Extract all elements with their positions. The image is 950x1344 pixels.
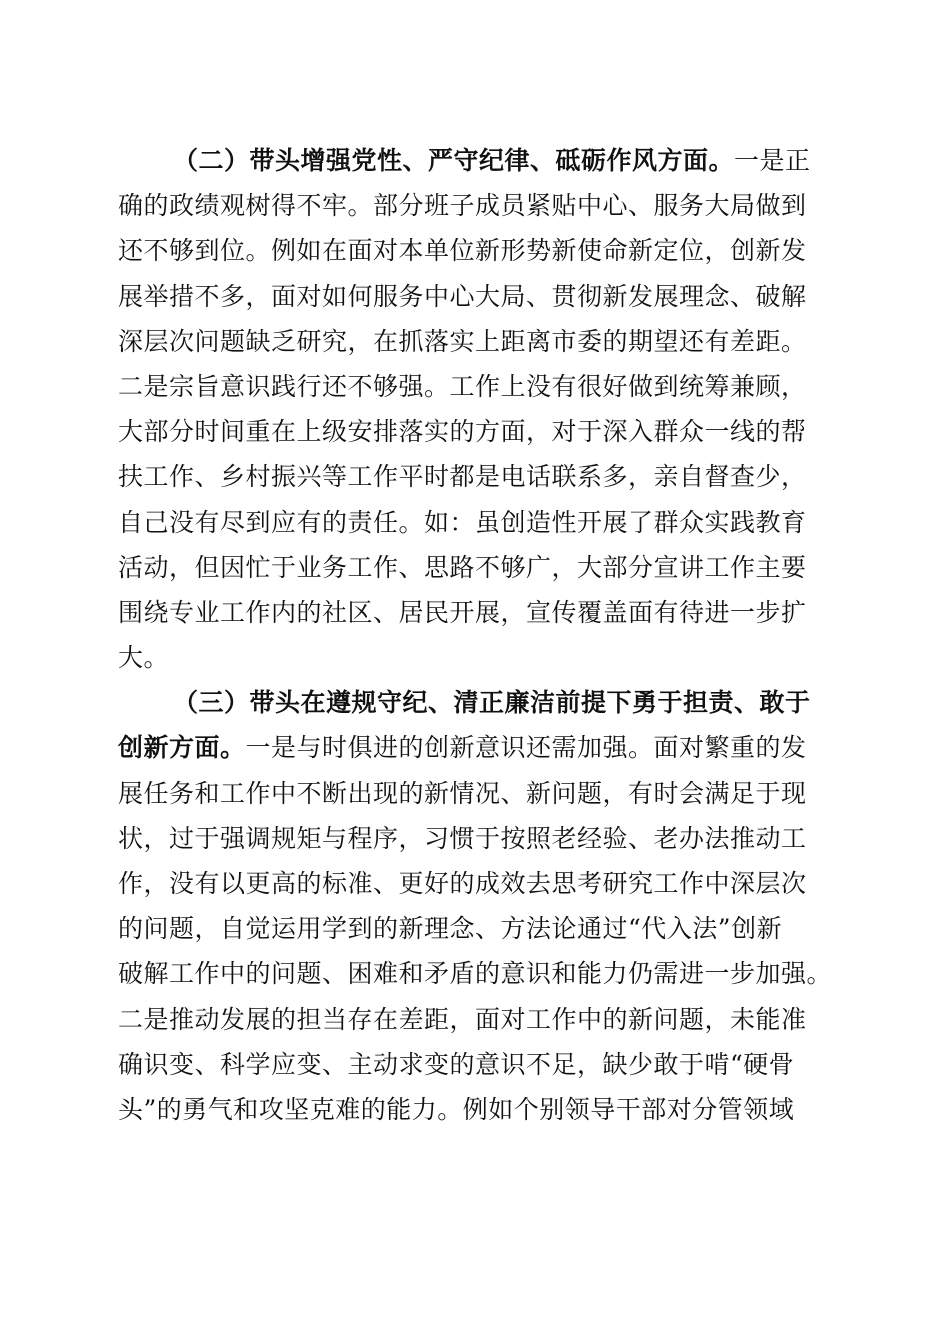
paragraph-line: 自己没有尽到应有的责任。如：虽创造性开展了群众实践教育 bbox=[118, 507, 807, 537]
paragraph-line: 确识变、科学应变、主动求变的意识不足，缺少敢于啃“硬骨 bbox=[118, 1049, 795, 1079]
paragraph-line bbox=[118, 138, 838, 183]
paragraph-line: 还不够到位。例如在面对本单位新形势新使命新定位，创新发 bbox=[118, 236, 807, 266]
paragraph-line: 的问题，自觉运用学到的新理念、方法论通过“代入法”创新 bbox=[118, 914, 783, 944]
document-body bbox=[118, 138, 838, 1132]
paragraph-line: 确的政绩观树得不牢。部分班子成员紧贴中心、服务大局做到 bbox=[118, 191, 807, 221]
paragraph-line: 活动，但因忙于业务工作、思路不够广，大部分宣讲工作主要 bbox=[118, 552, 807, 582]
paragraph-text: 一是与时俱进的创新意识还需加强。面对繁重的发 bbox=[245, 733, 807, 763]
section-heading-continued: 创新方面。 bbox=[118, 733, 246, 763]
paragraph-line: 二是宗旨意识践行还不够强。工作上没有很好做到统筹兼顾， bbox=[118, 371, 807, 401]
paragraph-line: 作，没有以更高的标准、更好的成效去思考研究工作中深层次 bbox=[118, 869, 807, 898]
paragraph-line: 扶工作、乡村振兴等工作平时都是电话联系多，亲自督查少， bbox=[118, 462, 807, 492]
paragraph-line: 大部分时间重在上级安排落实的方面，对于深入群众一线的帮 bbox=[118, 417, 807, 447]
paragraph-line bbox=[118, 725, 838, 770]
paragraph-line: 状，过于强调规矩与程序，习惯于按照老经验、老办法推动工 bbox=[118, 823, 807, 853]
paragraph-line: 展任务和工作中不断出现的新情况、新问题，有时会满足于现 bbox=[118, 778, 807, 808]
paragraph-line: 展举措不多，面对如何服务中心大局、贯彻新发展理念、破解 bbox=[118, 281, 807, 311]
paragraph-line: 破解工作中的问题、困难和矛盾的意识和能力仍需进一步加强。 bbox=[118, 959, 833, 989]
paragraph-line: 二是推动发展的担当存在差距，面对工作中的新问题，未能准 bbox=[118, 1004, 807, 1034]
section-heading: （三）带头在遵规守纪、清正廉洁前提下勇于担责、敢于 bbox=[173, 688, 811, 718]
paragraph-line bbox=[118, 680, 838, 725]
section-heading: （二）带头增强党性、严守纪律、砥砺作风方面。 bbox=[173, 146, 735, 175]
paragraph-text: 一是正 bbox=[734, 146, 811, 175]
paragraph-line: 围绕专业工作内的社区、居民开展，宣传覆盖面有待进一步扩 bbox=[118, 597, 807, 627]
paragraph-line: 头”的勇气和攻坚克难的能力。例如个别领导干部对分管领域 bbox=[118, 1094, 795, 1124]
paragraph-line: 大。 bbox=[118, 643, 170, 673]
paragraph-line: 深层次问题缺乏研究，在抓落实上距离市委的期望还有差距。 bbox=[118, 326, 807, 356]
